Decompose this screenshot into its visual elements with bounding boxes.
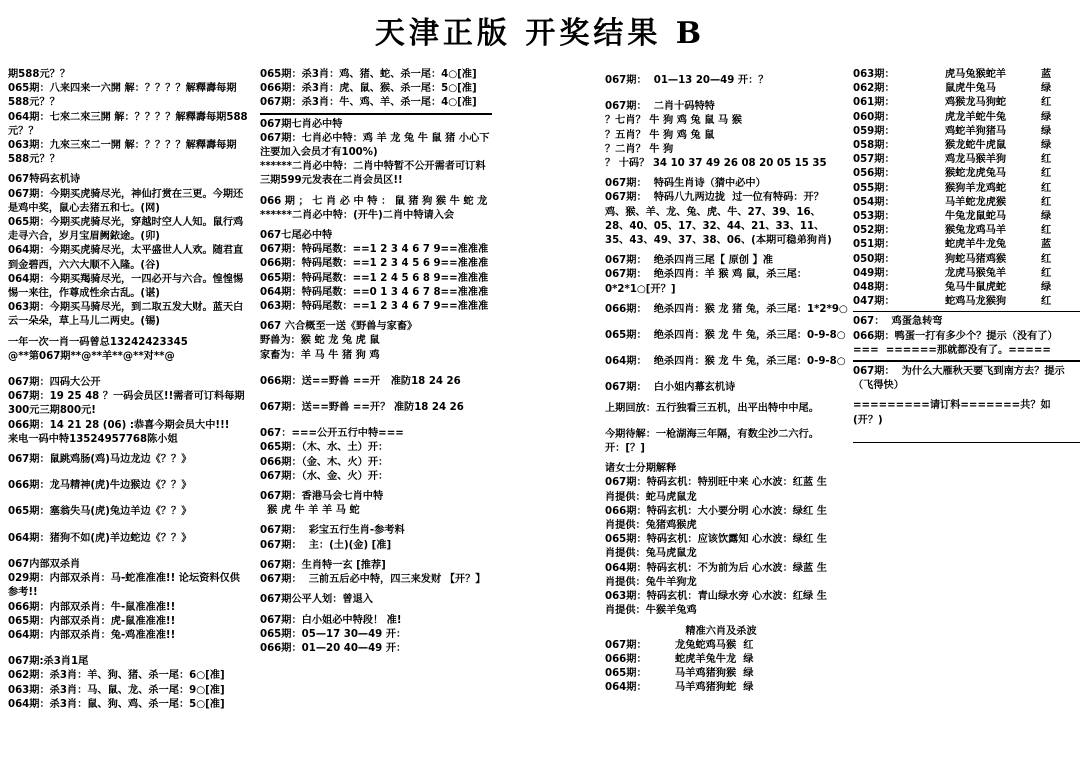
issue-number: 054期：: [853, 196, 895, 208]
section-heading: 067内部双杀肖: [8, 558, 81, 570]
text-line: ？五肖？ 牛 狗 鸡 兔 鼠: [605, 129, 715, 141]
issue-number: 052期：: [853, 225, 895, 237]
wave-color: 蓝: [1041, 69, 1052, 80]
issue-number: 056期：: [853, 168, 895, 180]
text-line: =========请订料=======共？如(开？): [853, 400, 1051, 426]
section-heading: 067期： 二肖十码特特: [605, 101, 715, 113]
column-3: [605, 68, 848, 768]
section-heading: 精准六肖及杀波: [685, 625, 757, 637]
section-heading: 067期： 白小姐内幕玄机诗: [605, 382, 736, 394]
text-line: 064期：今期买虎骑尽光，太平盛世人人欢。随君直到金碧西，六六大顺不入隆。(谷): [8, 245, 244, 271]
text-line: 066期：14 21 28 (06) :恭喜今期会员大中!!!: [8, 419, 230, 431]
table-row: [853, 253, 1080, 267]
text-line: 066期：送==野兽 ==开 准防18 24 26: [260, 375, 461, 387]
zodiac-list: 蛇虎羊牛龙兔: [945, 239, 1007, 251]
text-line: 067期：特码玄机：特别旺中来 心水波：红蓝 生肖提供：蛇马虎鼠龙: [605, 477, 827, 503]
text-line: 064期：内部双杀肖：兔-鸡准准准!!: [8, 629, 176, 641]
text-line: 066期：内部双杀肖：牛-鼠准准准!!: [8, 601, 176, 613]
text-line: 065期：05—17 30—49 开：: [260, 628, 407, 640]
zodiac-list: 猴龙蛇牛虎鼠: [945, 140, 1007, 152]
section-heading: 067七尾必中特: [260, 230, 333, 242]
section-heading: 067期： 绝杀四肖三尾【 原创 】准: [605, 255, 773, 267]
text-line: 065期：塞翁失马(虎)兔边羊边《？？》: [8, 506, 192, 518]
zodiac-list: 虎马兔猴蛇羊: [945, 69, 1007, 80]
table-row: [853, 196, 1080, 210]
text-line: 066期： 绝杀四肖：猴 龙 猪 兔，杀三尾：1*2*9○: [605, 303, 848, 315]
table-row: [853, 224, 1080, 238]
text-line: 065期：（木、水、土）开：: [260, 442, 389, 454]
divider: [260, 113, 492, 115]
text-line: 野兽为：猴 蛇 龙 兔 虎 鼠: [260, 335, 380, 347]
text-line: ？二肖？ 牛 狗: [605, 143, 674, 155]
wave-color: 红: [1041, 182, 1052, 194]
text-line: 来电一码中特13524957768陈小姐: [8, 433, 178, 445]
text-line: 065期：八来四来一六開 解：？？？？解釋壽每期588元？？: [8, 83, 237, 109]
section-heading: 067特码玄机诗: [8, 174, 81, 186]
section-heading: 诸女士分期解释: [605, 463, 677, 475]
issue-number: 048期：: [853, 282, 895, 294]
section-heading: 067 六合概至一送《野兽与家畜》: [260, 321, 418, 333]
text-line: ？七肖？ 牛 狗 鸡 兔 鼠 马 猴: [605, 115, 742, 127]
text-line: 067期公平人划：曾退入: [260, 594, 373, 606]
section-heading: 067期：生肖特一玄 [推荐]: [260, 559, 386, 571]
table-row: [853, 125, 1080, 139]
section-heading: 067期： 彩宝五行生肖-参考料: [260, 525, 405, 537]
issue-number: 058期：: [853, 140, 895, 152]
text-line: 063期：特码尾数：==1 2 3 4 6 7 9==准准准: [260, 301, 489, 313]
zodiac-list: 鼠虎牛兔马: [945, 83, 996, 95]
zodiac-list: 猴兔龙鸡马羊: [945, 225, 1007, 237]
zodiac-list: 马羊蛇龙虎猴: [945, 196, 1007, 208]
zodiac-list: 鸡蛇羊狗猪马: [945, 125, 1007, 137]
zodiac-list: 蛇鸡马龙猴狗: [945, 296, 1007, 308]
text-line: 067期： 龙兔蛇鸡马猴 红: [605, 639, 754, 651]
wave-color: 绿: [1041, 83, 1052, 95]
text-line: 上期回放：五行独看三五机，出平出特中中尾。: [605, 402, 819, 414]
text-line: 067期：特码尾数：==1 2 3 4 6 7 9==准准准: [260, 244, 489, 256]
text-line: 067期： 三前五后必中特，四三来发财 【开？】: [260, 574, 486, 586]
issue-number: 057期：: [853, 154, 895, 166]
wave-color: 绿: [1041, 211, 1052, 223]
text-line: 067期： 特码八九两边拢 过一位有特码：开？鸡、猴、羊、龙、兔、虎、牛、27、39、16、28、40、05、17、32、44、21、33、11、35、43、49、37、38、06、(本期可稳弟狗肖): [605, 192, 832, 247]
wave-color: 蓝: [1041, 239, 1052, 251]
issue-number: 050期：: [853, 253, 895, 265]
text-line: 067期：鼠跳鸡肠(鸡)马边龙边《？？》: [8, 454, 192, 466]
text-line: @**第067期**@**羊**@**对**@: [8, 350, 175, 362]
text-line: 064期：特码尾数：==0 1 3 4 6 7 8==准准准: [260, 286, 489, 298]
issue-number: 051期：: [853, 239, 895, 251]
zodiac-list: 虎龙羊蛇牛兔: [945, 111, 1007, 123]
text-line: 067期：送==野兽 ==开？ 准防18 24 26: [260, 402, 464, 414]
table-row: [853, 68, 1080, 82]
text-line: 062期：杀3肖：羊、狗、猪、杀一尾：6○[准]: [8, 670, 225, 682]
text-line: 064期： 绝杀四肖：猴 龙 牛 兔，杀三尾：0-9-8○: [605, 356, 846, 368]
column-1: [8, 68, 248, 768]
table-row: [853, 96, 1080, 110]
wave-color: 绿: [1041, 140, 1052, 152]
text-line: 067期：今期买虎骑尽光，神仙打赏在三更。今期还是鸡中奖，鼠心去猪五和七。(网): [8, 188, 244, 214]
text-line: 064期：七來二來三開 解：？？？？解釋壽每期588元？？: [8, 111, 248, 137]
section-heading: 067期:杀3肖1尾: [8, 656, 89, 668]
section-heading: 067期七肖必中特: [260, 118, 343, 130]
text-line: 065期： 绝杀四肖：猴 龙 牛 兔，杀三尾：0-9-8○: [605, 330, 846, 342]
zodiac-list: 牛兔龙鼠蛇马: [945, 211, 1007, 223]
table-row: [853, 139, 1080, 153]
text-line: 067期： 01—13 20—49 开：？: [605, 75, 769, 86]
text-line: 065期：特码尾数：==1 2 4 5 6 8 9==准准准: [260, 272, 489, 284]
text-line: 064期：杀3肖：鼠、狗、鸡、杀一尾：5○[准]: [8, 698, 225, 710]
text-line: 067期：杀3肖：牛、鸡、羊、杀一尾：4○[准]: [260, 97, 477, 109]
issue-number: 055期：: [853, 182, 895, 194]
zodiac-list: 鸡猴龙马狗蛇: [945, 97, 1007, 109]
section-heading: 067： 鸡蛋急转弯: [853, 316, 943, 328]
divider: [853, 442, 1080, 443]
text-line: 家畜为：羊 马 牛 猪 狗 鸡: [260, 349, 380, 361]
zodiac-list: 鸡龙马猴羊狗: [945, 154, 1007, 166]
table-row: [853, 182, 1080, 196]
text-line: 063期：特码玄机：青山绿水旁 心水波：红绿 生肖提供：牛猴羊兔鸡: [605, 591, 827, 617]
wave-color: 红: [1041, 253, 1052, 265]
wave-color: 绿: [1041, 125, 1052, 137]
wave-color: 红: [1041, 267, 1052, 279]
text-line: 065期：杀3肖：鸡、猪、蛇、杀一尾：4○[准]: [260, 69, 477, 80]
text-line: 029期：内部双杀肖：马-蛇准准准!! 论坛资料仅供参考!!: [8, 573, 240, 599]
table-row: [853, 210, 1080, 224]
text-line: 064期：特码玄机：不为前为后 心水波：绿蓝 生肖提供：兔牛羊狗龙: [605, 562, 827, 588]
text-line: 065期：今期买虎骑尽光，穿越时空人人知。鼠行鸡走寻六合，岁月宝眉阙銥途。(卯): [8, 217, 244, 243]
text-line: 067期：19 25 48 ？一码会员区!!需者可订料每期300元三期800元!: [8, 391, 245, 417]
divider: [853, 360, 1080, 362]
table-row: [853, 82, 1080, 96]
issue-number: 059期：: [853, 125, 895, 137]
section-heading: 067期： 特码生肖诗（猜中必中）: [605, 178, 766, 190]
zodiac-list: 狗蛇马猪鸡猴: [945, 253, 1007, 265]
wave-color: 红: [1041, 196, 1052, 208]
text-line: 一年一次一肖一码曾总13242423345: [8, 336, 188, 348]
text-line: 064期：猪狗不如(虎)羊边蛇边《？？》: [8, 532, 192, 544]
text-line: 064期： 马羊鸡猪狗蛇 绿: [605, 682, 754, 694]
issue-number: 047期：: [853, 296, 895, 308]
zodiac-list: 兔马牛鼠虎蛇: [945, 282, 1007, 294]
text-line: 067期： 主：(土)(金) [准]: [260, 539, 392, 551]
text-line: 066期：龙马精神(虎)牛边猴边《？？》: [8, 480, 192, 492]
wave-color: 绿: [1041, 282, 1052, 294]
text-line: 067期： 为什么大雁秋天要飞到南方去？提示（飞得快）: [853, 366, 1065, 392]
text-line: 065期：内部双杀肖：虎-鼠准准准!!: [8, 615, 176, 627]
text-line: 065期：特码玄机：应该饮露知 心水波：绿红 生肖提供：兔马虎鼠龙: [605, 534, 827, 560]
section-heading: 067期：四码大公开: [8, 377, 101, 389]
zodiac-list: 猴蛇龙虎兔马: [945, 168, 1007, 180]
text-line: 066期：杀3肖：虎、鼠、猴、杀一尾：5○[准]: [260, 83, 477, 95]
text-line: 067期：七肖必中特：鸡 羊 龙 兔 牛 鼠 猪 小心下注要加入会员才有100%): [260, 132, 490, 159]
table-row: [853, 153, 1080, 167]
history-table: [853, 68, 1080, 309]
table-row: [853, 295, 1080, 309]
section-heading: 067期：香港马会七肖中特: [260, 491, 384, 503]
table-row: [853, 111, 1080, 125]
text-line: 065期： 马羊鸡猪狗猴 绿: [605, 668, 754, 680]
section-heading: 067期：白小姐必中特段！ 准!: [260, 614, 402, 626]
text-line: 猴 虎 牛 羊 羊 马 蛇: [260, 505, 360, 517]
issue-number: 049期：: [853, 267, 895, 279]
wave-color: 红: [1041, 154, 1052, 166]
issue-number: 061期：: [853, 97, 895, 109]
text-line: 064期：今期买羯骑尽光，一四必开与六合。惶惶惕惕一来往，作尊成性余古乱。(谌): [8, 273, 244, 300]
text-line: 063期：今期买马骑尽光，到二取五发大财。蓝天白云一朵朵，草上马儿二两史。(锡): [8, 302, 244, 328]
text-line: ？ 十码？ 34 10 37 49 26 08 20 05 15 35: [605, 158, 827, 170]
text-line: 066期：特码玄机：大小要分明 心水波：绿红 生肖提供：兔猪鸡猴虎: [605, 505, 827, 532]
zodiac-list: 猴狗羊龙鸡蛇: [945, 182, 1007, 194]
text-line: 063期：九來三來二一開 解：？？？？解釋壽每期588元？？: [8, 140, 237, 166]
column-2: [260, 68, 495, 768]
table-row: [853, 238, 1080, 252]
column-4: [853, 68, 1080, 768]
text-line: 066期：（金、木、火）开：: [260, 456, 389, 468]
text-line: ******二肖必中特：二肖中特暂不公开需者可订料三期599元发表在二肖会员区!!: [260, 161, 486, 187]
wave-color: 红: [1041, 168, 1052, 180]
wave-color: 绿: [1041, 111, 1052, 123]
text-line: 期588元？？: [8, 69, 71, 80]
divider: [853, 311, 1080, 312]
issue-number: 062期：: [853, 83, 895, 95]
text-line: 063期：杀3肖：马、鼠、龙、杀一尾：9○[准]: [8, 684, 225, 696]
text-line: 066期：鸭蛋一打有多少个？提示（没有了）=== ======那就都没有了。=====: [853, 330, 1058, 356]
text-line: 066期： 蛇虎羊兔牛龙 绿: [605, 653, 754, 665]
table-row: [853, 267, 1080, 281]
text-line: 066期：特码尾数：==1 2 3 4 5 6 9==准准准: [260, 258, 489, 270]
issue-number: 060期：: [853, 111, 895, 123]
section-heading: 067：===公开五行中特===: [260, 428, 404, 440]
page-title: 天津正版 开奖结果 B: [374, 16, 706, 51]
text-line: 066期：01—20 40—49 开：: [260, 642, 407, 654]
wave-color: 红: [1041, 97, 1052, 109]
issue-number: 063期：: [853, 69, 895, 80]
zodiac-list: 龙虎马猴兔羊: [945, 267, 1007, 279]
text-line: 今期待解：一枪湖海三年隔，有数尘沙二六行。开：[？]: [605, 428, 819, 455]
text-line: 067期： 绝杀四肖：羊 猴 鸡 鼠，杀三尾：0*2*1○[开？]: [605, 269, 807, 295]
wave-color: 红: [1041, 296, 1052, 308]
text-line: 067期：（水、金、火）开：: [260, 470, 389, 482]
table-row: [853, 167, 1080, 181]
issue-number: 053期：: [853, 211, 895, 223]
text-line: 066 期 ； 七 肖 必 中 特 ： 鼠 猪 狗 猴 牛 蛇 龙 ******二肖必中特：(开牛)二肖中特请入会: [260, 195, 495, 221]
table-row: [853, 281, 1080, 295]
wave-color: 红: [1041, 225, 1052, 237]
